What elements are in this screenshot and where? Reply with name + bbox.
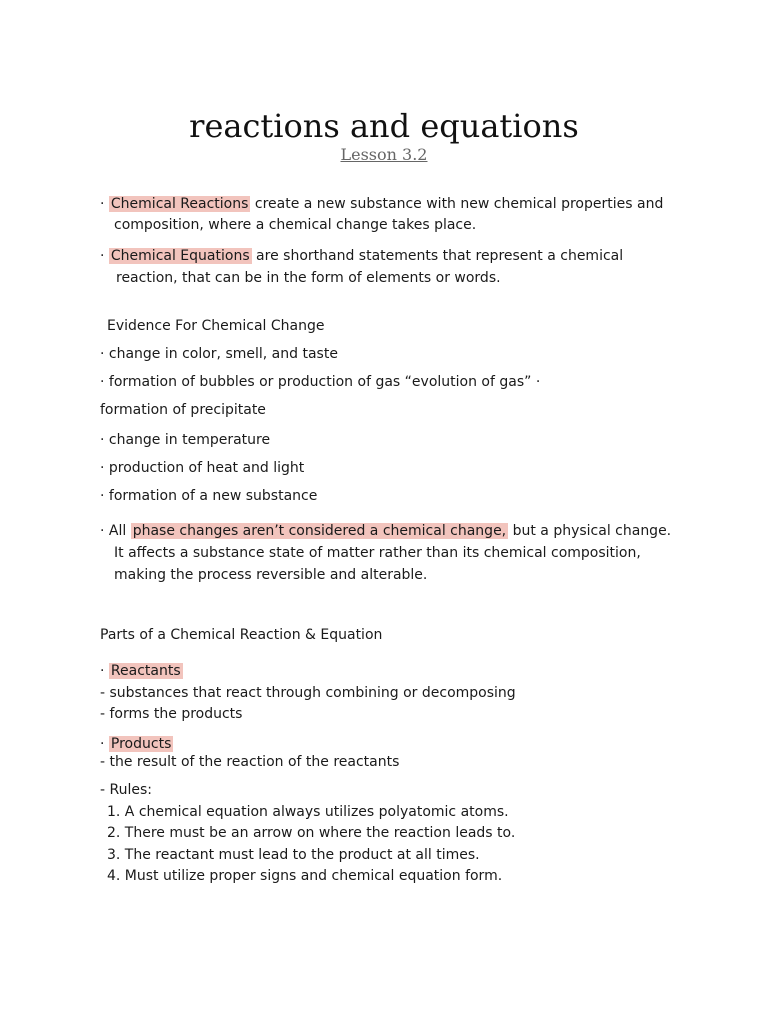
evidence-heading: Evidence For Chemical Change [107,318,325,334]
products-label [100,734,173,754]
evidence-item: · formation of bubbles or production of gas “evolution of gas” · [100,374,541,390]
rule-item: 2. There must be an arrow on where the reaction leads to. [107,825,516,841]
definition-chemical-reactions [100,194,663,214]
definition-text: are shorthand statements that represent a chemical [251,248,624,264]
highlighted-term: Reactants [110,663,181,679]
reactants-desc: - substances that react through combining or decomposing [100,685,516,701]
phase-post: but a physical change. [508,523,672,539]
phase-change-note-cont: making the process reversible and alterable. [114,567,428,583]
bullet: · [100,248,109,264]
rule-item: 3. The reactant must lead to the product at all times. [107,847,480,863]
highlighted-term: Chemical Equations [110,248,250,264]
evidence-item: · change in color, smell, and taste [100,346,338,362]
evidence-item: · change in temperature [100,432,271,448]
evidence-item: formation of precipitate [100,402,266,418]
phase-pre: · All [100,523,131,539]
reactants-desc: - forms the products [100,706,243,722]
reactants-label [100,661,183,681]
definition-chemical-equations [100,246,623,266]
parts-heading: Parts of a Chemical Reaction & Equation [100,627,383,643]
definition-text: create a new substance with new chemical properties and [250,196,664,212]
bullet: · [100,663,109,679]
rule-item: 4. Must utilize proper signs and chemical equation form. [107,868,503,884]
highlighted-term: Products [110,736,172,752]
bullet: · [100,196,109,212]
definition-chemical-equations-cont: reaction, that can be in the form of elements or words. [116,270,501,286]
phase-change-note-cont: It affects a substance state of matter rather than its chemical composition, [114,545,641,561]
phase-change-note [100,521,671,541]
highlighted-term: Chemical Reactions [110,196,249,212]
definition-chemical-reactions-cont: composition, where a chemical change takes place. [114,217,477,233]
page-title: reactions and equations [189,107,579,145]
evidence-item: · formation of a new substance [100,488,318,504]
rule-item: 1. A chemical equation always utilizes polyatomic atoms. [107,804,509,820]
page-subtitle: Lesson 3.2 [340,145,428,164]
evidence-item: · production of heat and light [100,460,305,476]
highlighted-phrase: phase changes aren’t considered a chemical change, [132,523,507,539]
bullet: · [100,736,109,752]
rules-heading: - Rules: [100,782,152,798]
products-desc: - the result of the reaction of the reactants [100,754,400,770]
